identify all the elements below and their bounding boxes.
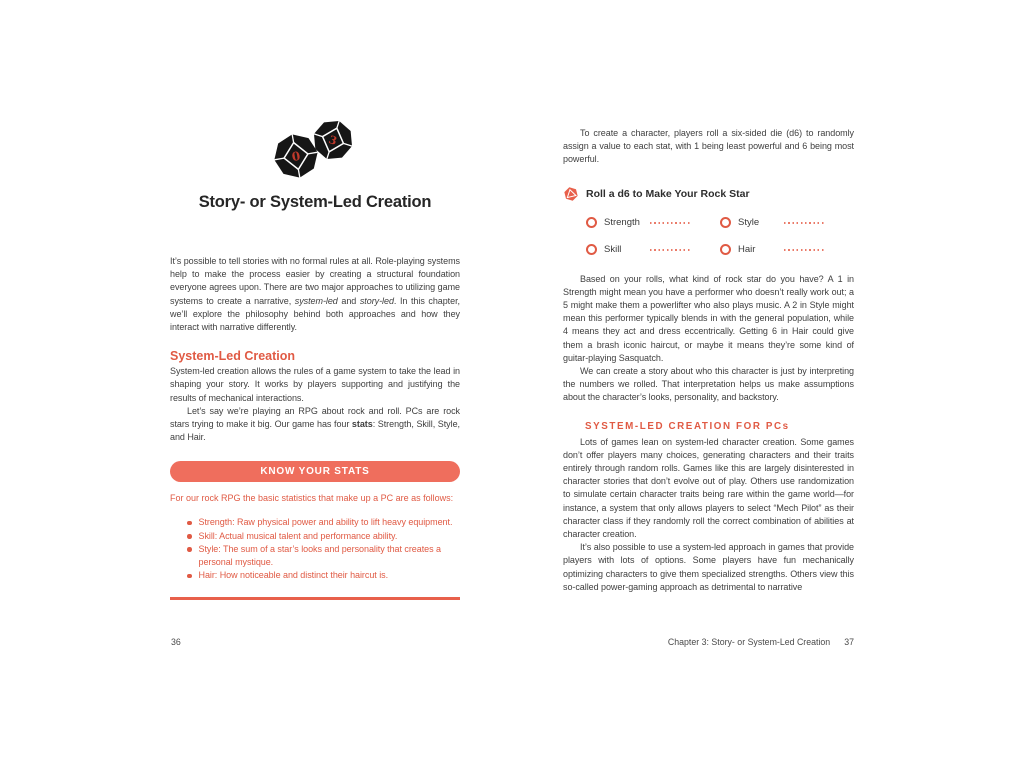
term-stats: stats	[351, 419, 373, 430]
stat-field-hair	[720, 244, 854, 255]
paragraph-text: Let’s say we’re playing an RPG about rock and roll. PCs are rock stars trying to make it big. Our game has four	[170, 405, 460, 430]
intro-text: . In this chapter, we’ll explore the philosophy behind both approaches and how they interact with narrative differently.	[170, 295, 460, 333]
intro-text: and	[337, 295, 360, 306]
paragraph-power-gaming: It’s also possible to use a system-led approach in games that provide players with lots of options. Some players have fun mechanically optimizing characters to give them specialized strengths. Others view this so-called power-gaming approach as detrimental to narrative	[563, 542, 854, 592]
list-item-skill	[187, 530, 460, 543]
paragraph-system-led: System-led creation allows the rules of a game system to take the lead in shaping your story. It works by players supporting and justifying the results of mechanical interactions.	[170, 366, 460, 403]
red-die-icon	[563, 186, 579, 202]
circle-marker-icon	[720, 217, 731, 228]
divider-rule	[170, 597, 460, 600]
black-dice-icon	[170, 121, 460, 177]
stats-definition-list	[170, 516, 460, 582]
stat-roll-grid	[586, 214, 854, 259]
roll-d6-callout	[563, 186, 854, 202]
list-item-strength	[187, 516, 460, 529]
stat-label: Style	[738, 217, 760, 229]
know-your-stats-banner: KNOW YOUR STATS	[170, 461, 460, 482]
right-page	[563, 127, 854, 594]
callout-title: Roll a d6 to Make Your Rock Star	[586, 187, 750, 200]
bullet-dot-icon	[187, 534, 192, 539]
die-two-value: 3	[327, 133, 339, 148]
stat-label: Strength	[604, 217, 640, 229]
list-item-text: Skill: Actual musical talent and performance ability.	[198, 530, 398, 541]
fill-in-line	[650, 222, 690, 224]
paragraph-based-on-rolls: Based on your rolls, what kind of rock star do you have? A 1 in Strength might mean you have a performer who doesn’t really work out; a 5 might make them a powerlifter who also plays music. A 2 in Style might mean this performer typically blends in with the general population, while 4 means they act and dress eccentrically. Getting 6 in Hair could give them a brash iconic haircut, or maybe it means they’re some kind of guitar-playing Sasquatch.	[563, 273, 854, 363]
right-page-number: 37	[844, 637, 854, 647]
list-item-hair	[187, 569, 460, 582]
paragraph-lots-of-games: Lots of games lean on system-led character creation. Some games don’t offer players many choices, generating characters and their traits entirely through random rolls. Games like this are largely disinterested in character stories that don’t evolve out of play. Others use randomization to simulate certain character traits being rare within the game world—for instance, a system that only allows players to select “Mech Pilot” as their character class if they randomly roll the correct combination of abilities at character creation.	[563, 436, 854, 540]
stat-row	[586, 241, 854, 259]
paragraph-rock-rpg	[170, 405, 460, 445]
stats-intro-line: For our rock RPG the basic statistics that make up a PC are as follows:	[170, 493, 454, 504]
intro-text: It’s possible to tell stories with no formal rules at all. Role-playing systems help to make the process easier by creating a structural foundation everyone agrees upon. There are two major approaches to utilizing game systems to create a narrative,	[170, 256, 460, 306]
fill-in-line	[784, 249, 824, 251]
sub-heading-system-led-for-pcs: SYSTEM-LED CREATION FOR PCs	[585, 420, 790, 432]
footer-chapter-label: Chapter 3: Story- or System-Led Creation	[667, 637, 831, 647]
paragraph-create-story: We can create a story about who this character is just by interpreting the numbers we rolled. That interpretation helps us make assumptions about the character’s looks, personality, and backstory.	[563, 366, 854, 403]
circle-marker-icon	[720, 244, 731, 255]
term-story-led: story-led	[359, 295, 394, 306]
section-heading-system-led: System-Led Creation	[170, 349, 296, 364]
list-item-style	[187, 543, 460, 569]
stat-label: Hair	[738, 244, 756, 256]
stat-row	[586, 214, 854, 232]
bullet-dot-icon	[187, 547, 192, 552]
term-system-led: system-led	[294, 295, 338, 306]
fill-in-line	[784, 222, 824, 224]
circle-marker-icon	[586, 217, 597, 228]
list-item-text: Style: The sum of a star’s looks and personality that creates a personal mystique.	[198, 543, 441, 568]
bullet-dot-icon	[187, 521, 192, 526]
left-page-number: 36	[171, 637, 181, 647]
list-item-text: Strength: Raw physical power and ability to lift heavy equipment.	[198, 517, 453, 528]
bullet-dot-icon	[187, 574, 192, 579]
list-item-text: Hair: How noticeable and distinct their haircut is.	[198, 570, 389, 581]
circle-marker-icon	[586, 244, 597, 255]
stat-label: Skill	[604, 244, 622, 256]
stat-field-skill	[586, 244, 720, 255]
fill-in-line	[650, 249, 690, 251]
stat-field-style	[720, 217, 854, 228]
intro-paragraph	[170, 255, 460, 334]
page-title: Story- or System-Led Creation	[198, 193, 432, 211]
paragraph-text: : Strength, Skill, Style, and Hair.	[170, 419, 460, 443]
left-page	[170, 121, 460, 600]
right-page-footer	[563, 637, 854, 647]
stat-field-strength	[586, 217, 720, 228]
paragraph-create-character: To create a character, players roll a six-sided die (d6) to randomly assign a value to each stat, with 1 being least powerful and 6 being most powerful.	[563, 128, 854, 165]
die-one-value: 0	[290, 148, 302, 165]
